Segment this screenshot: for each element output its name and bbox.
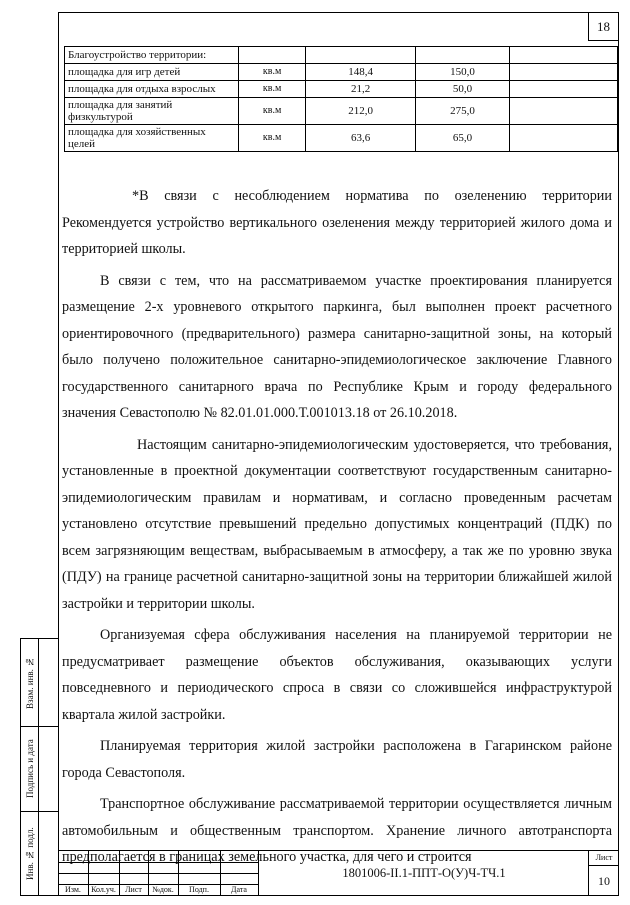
revision-grid xyxy=(58,851,258,896)
table-cell-v3 xyxy=(509,98,617,125)
table-row xyxy=(65,47,618,64)
paragraph-certification: Настоящим санитарно-эпидемиологическим удостоверяется, что требования, установленные в проектной документации соответствуют государственным санитарно-эпидемиологическим правилам и нормативам, и согласно проведенным расчетам установлено отсутствие превышений предельно допустимых концентраций (ПДК) по всем загрязняющим веществам, выбрасываемым в атмосферу, а так же по уровню звука (ПДУ) на границе расчетной санитарно-защитной зоны на территории ближайшей жилой застройки и территории школы. xyxy=(62,436,612,612)
header-list: Лист xyxy=(125,885,142,894)
table-cell-name: площадка для отдыха взрослых xyxy=(65,81,239,98)
sheet-cell xyxy=(588,851,619,896)
table-cell-v2: 65,0 xyxy=(416,125,510,152)
table-cell-v3 xyxy=(509,64,617,81)
page-number-top: 18 xyxy=(588,13,618,41)
document-code: 1801006-II.1-ППТ-О(У)Ч-ТЧ.1 xyxy=(258,851,589,896)
table-cell-v2: 150,0 xyxy=(416,64,510,81)
table-cell-v3 xyxy=(509,81,617,98)
table-cell-unit: кв.м xyxy=(239,64,306,81)
sheet-number: 10 xyxy=(598,874,610,888)
sheet-label: Лист xyxy=(589,851,619,866)
table-cell-v1: 212,0 xyxy=(305,98,415,125)
header-ndok: №док. xyxy=(152,885,174,894)
table-cell-v1: 21,2 xyxy=(305,81,415,98)
strip-label-replacement-inv: Взам. инв. № xyxy=(25,656,35,709)
table-cell-name: Благоустройство территории: xyxy=(65,47,239,64)
table-cell-v2 xyxy=(416,47,510,64)
paragraph-location: Планируемая территория жилой застройки расположена в Гагаринском районе города Севастополя. xyxy=(62,738,612,781)
paragraph-services: Организуемая сфера обслуживания населения на планируемой территории не предусматривает размещение объектов обслуживания, оказывающих услуги повседневного и периодического спроса в связи со сложившейся инфраструктурой квартала жилой застройки. xyxy=(62,627,612,723)
binding-strip xyxy=(20,638,58,896)
header-kol-uch: Кол.уч. xyxy=(91,885,116,894)
table-cell-name: площадка для игр детей xyxy=(65,64,239,81)
table-row xyxy=(65,64,618,81)
table-cell-v1 xyxy=(305,47,415,64)
table-cell-unit xyxy=(239,47,306,64)
table-cell-v1: 148,4 xyxy=(305,64,415,81)
table-cell-name: площадка для занятий физкультурой xyxy=(65,98,239,125)
strip-label-original-inv: Инв. № подл. xyxy=(25,827,35,881)
table-row xyxy=(65,81,618,98)
table-cell-v3 xyxy=(509,47,617,64)
table-cell-name: площадка для хозяйственных целей xyxy=(65,125,239,152)
table-row xyxy=(65,125,618,152)
header-izm: Изм. xyxy=(65,885,81,894)
strip-label-signature-date: Подпись и дата xyxy=(25,739,35,798)
header-podp: Подп. xyxy=(189,885,209,894)
table-cell-unit: кв.м xyxy=(239,81,306,98)
table-cell-v1: 63,6 xyxy=(305,125,415,152)
table-cell-unit: кв.м xyxy=(239,98,306,125)
header-data: Дата xyxy=(231,885,247,894)
table-cell-v2: 50,0 xyxy=(416,81,510,98)
title-block xyxy=(58,850,619,896)
table-cell-unit: кв.м xyxy=(239,125,306,152)
document-body xyxy=(62,183,612,871)
paragraph-transport: Транспортное обслуживание рассматриваемой территории осуществляется личным автомобильным и общественным транспортом. Хранение личного автотранспорта предполагается в границах земельного участка, для чего и строится xyxy=(62,796,612,865)
table-cell-v3 xyxy=(509,125,617,152)
table-cell-v2: 275,0 xyxy=(416,98,510,125)
land-use-table xyxy=(64,46,618,152)
paragraph-greening-note: *В связи с несоблюдением норматива по озеленению территории Рекомендуется устройство вертикального озеленения между территорией жилого дома и территорией школы. xyxy=(62,188,612,257)
table-row xyxy=(65,98,618,125)
paragraph-sanitary-zone: В связи с тем, что на рассматриваемом участке проектирования планируется размещение 2-х уровневого открытого паркинга, был выполнен проект расчетного ориентировочного (предварительного) размера санитарно-защитной зоны, на который было получено положительное санитарно-эпидемиологическое заключение Главного государственного санитарного врача по Республике Крым и городу федерального значения Севастополю № 82.01.01.000.Т.001013.18 от 26.10.2018. xyxy=(62,272,612,421)
